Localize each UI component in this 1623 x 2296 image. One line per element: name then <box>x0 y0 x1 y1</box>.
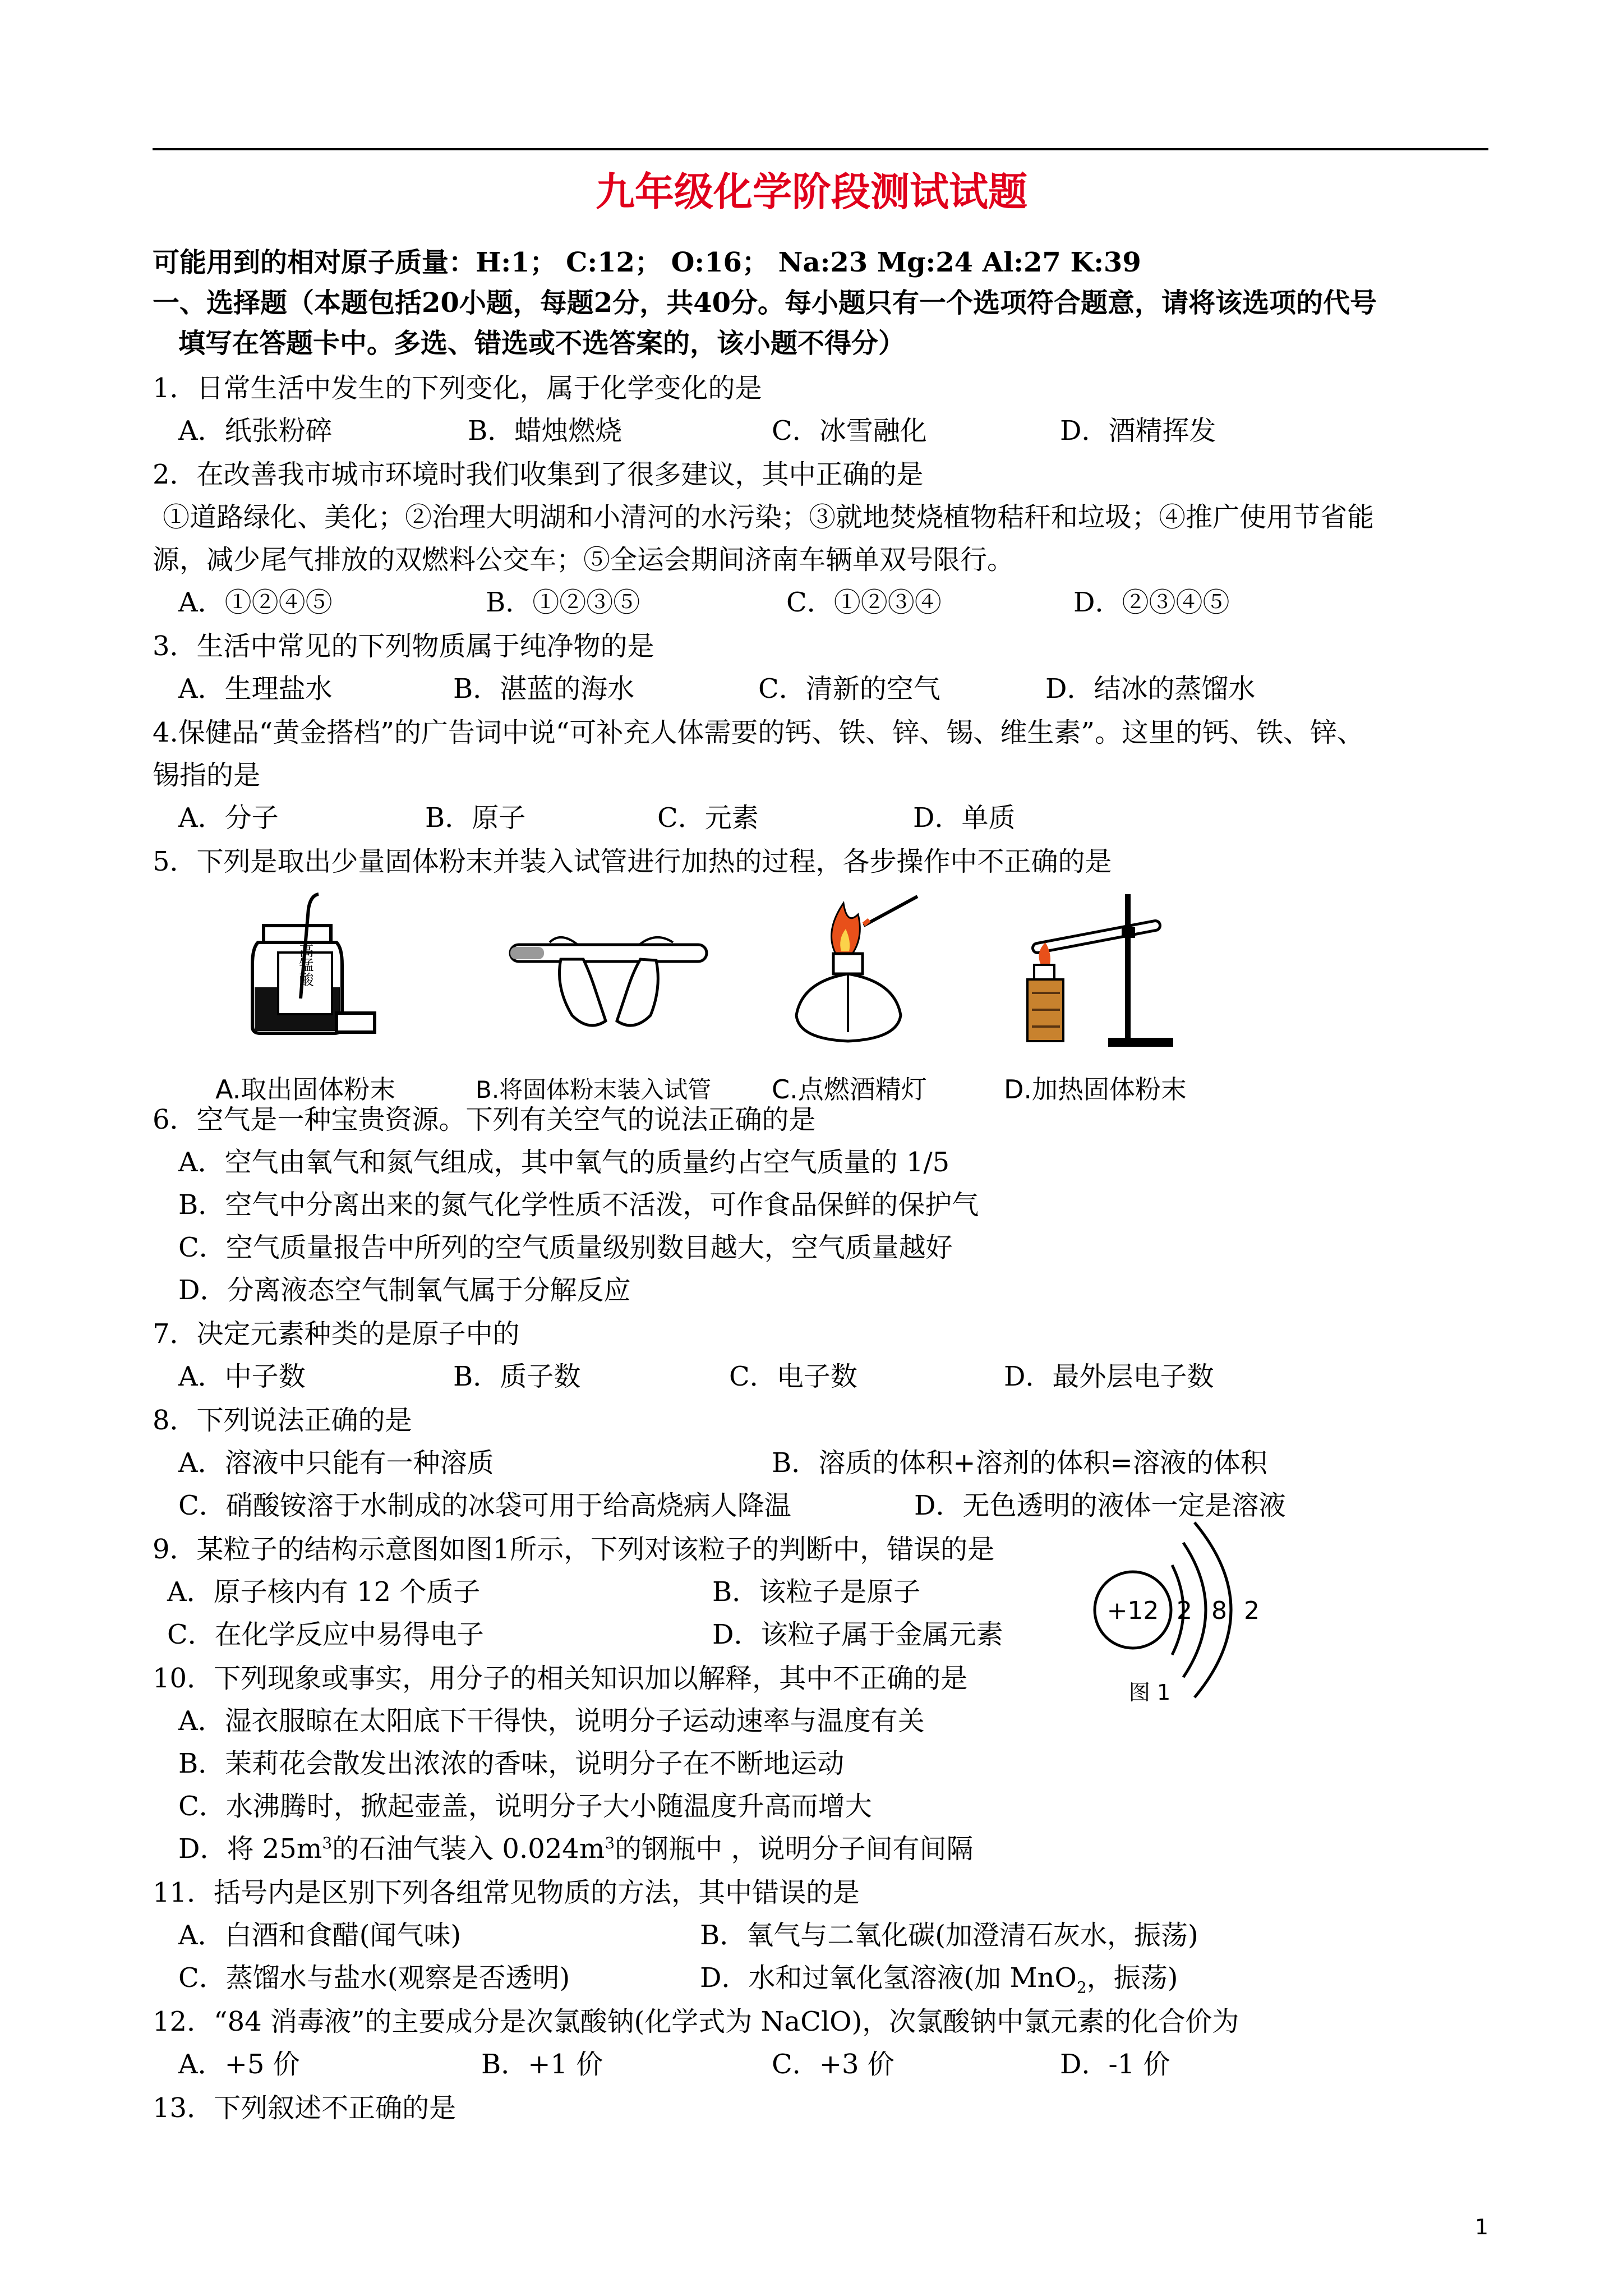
question-11-option-d: D．水和过氧化氢溶液(加 MnO$_2$，振荡) <box>700 1962 1178 1997</box>
question-8-option-d: D．无色透明的液体一定是溶液 <box>914 1490 1286 1521</box>
question-6-option-c: C．空气质量报告中所列的空气质量级别数目越大，空气质量越好 <box>178 1232 953 1263</box>
test-tube-hands-illustration <box>494 920 723 1038</box>
question-4-option-b: B．原子 <box>425 802 526 834</box>
question-12-option-b: B．+1 价 <box>481 2049 603 2080</box>
figure-a-caption: A.取出固体粉末 <box>215 1074 396 1105</box>
question-12-stem: 12．“84 消毒液”的主要成分是次氯酸钠(化学式为 NaClO)，次氯酸钠中氯元素的化合价为 <box>153 2006 1239 2037</box>
question-2-option-d: D．②③④⑤ <box>1073 587 1230 618</box>
question-7-option-a: A．中子数 <box>178 1361 306 1392</box>
question-4-option-c: C．元素 <box>657 802 759 834</box>
question-9-option-a: A．原子核内有 12 个质子 <box>167 1576 481 1608</box>
page-number: 1 <box>1474 2215 1488 2239</box>
question-10-stem: 10．下列现象或事实，用分子的相关知识加以解释，其中不正确的是 <box>153 1663 968 1694</box>
question-12-option-d: D．-1 价 <box>1060 2049 1170 2080</box>
question-7-stem: 7．决定元素种类的是原子中的 <box>153 1318 520 1350</box>
question-2-line2: ①道路绿化、美化；②治理大明湖和小清河的水污染；③就地焚烧植物秸秆和垃圾；④推广使用节省能 <box>163 501 1375 533</box>
page-title: 九年级化学阶段测试试题 <box>596 168 1027 215</box>
question-9-stem: 9．某粒子的结构示意图如图1所示，下列对该粒子的判断中，错误的是 <box>153 1534 995 1565</box>
question-10-option-d: D．将 $25m^3$的石油气装入 $0.024m^3$的钢瓶中 ，说明分子间有间隔 <box>178 1833 974 1865</box>
question-8-option-c: C．硝酸铵溶于水制成的冰袋可用于给高烧病人降温 <box>178 1490 791 1521</box>
question-10-option-c: C．水沸腾时，掀起壶盖，说明分子大小随温度升高而增大 <box>178 1791 872 1822</box>
question-6-option-a: A．空气由氧气和氮气组成，其中氧气的质量约占空气质量的 1/5 <box>178 1147 950 1178</box>
question-7-option-d: D．最外层电子数 <box>1004 1361 1214 1392</box>
question-7-option-c: C．电子数 <box>729 1361 857 1392</box>
question-1-option-c: C．冰雪融化 <box>772 415 927 447</box>
question-12-option-c: C．+3 价 <box>772 2049 895 2080</box>
question-1-option-b: B．蜡烛燃烧 <box>468 415 623 447</box>
nucleus-charge: +12 <box>1106 1596 1159 1625</box>
shell-1-electrons: 2 <box>1177 1596 1192 1625</box>
question-8-stem: 8．下列说法正确的是 <box>153 1405 412 1436</box>
question-8-option-a: A．溶液中只能有一种溶质 <box>178 1447 494 1479</box>
question-7-option-b: B．质子数 <box>453 1361 581 1392</box>
question-1-option-d: D．酒精挥发 <box>1060 415 1216 447</box>
figure-b-caption: B.将固体粉末装入试管 <box>476 1076 712 1103</box>
question-9-option-c: C．在化学反应中易得电子 <box>167 1619 484 1650</box>
header-rule <box>153 148 1488 150</box>
question-3-option-a: A．生理盐水 <box>178 673 333 705</box>
question-3-option-c: C．清新的空气 <box>758 673 940 705</box>
question-4-stem: 4.保健品“黄金搭档”的广告词中说“可补充人体需要的钙、铁、锌、锡、维生素”。这里的钙、铁、锌、 <box>153 717 1364 748</box>
figure-c-caption: C.点燃酒精灯 <box>772 1074 927 1105</box>
shell-2-electrons: 8 <box>1211 1596 1227 1625</box>
question-2-line3: 源，减少尾气排放的双燃料公交车；⑤全运会期间济南车辆单双号限行。 <box>153 544 1015 576</box>
section-instructions-line2: 填写在答题卡中。多选、错选或不选答案的，该小题不得分） <box>178 328 906 359</box>
question-1-stem: 1．日常生活中发生的下列变化，属于化学变化的是 <box>153 372 762 404</box>
bottle-label: 高锰酸 <box>297 943 313 987</box>
shell-3-electrons: 2 <box>1244 1596 1260 1625</box>
question-2-option-b: B．①②③⑤ <box>486 587 640 618</box>
question-9-option-d: D．该粒子属于金属元素 <box>712 1619 1003 1650</box>
question-8-option-b: B．溶质的体积+溶剂的体积=溶液的体积 <box>772 1447 1267 1479</box>
heating-apparatus-illustration <box>1015 892 1178 1049</box>
figure-d-caption: D.加热固体粉末 <box>1004 1074 1187 1105</box>
question-4-line2: 锡指的是 <box>153 760 261 791</box>
question-6-option-d: D．分离液态空气制氧气属于分解反应 <box>178 1274 631 1306</box>
question-4-option-d: D．单质 <box>913 802 1016 834</box>
question-2-stem: 2．在改善我市城市环境时我们收集到了很多建议，其中正确的是 <box>153 459 924 490</box>
alcohol-lamp-lighting-illustration <box>785 892 931 1049</box>
question-1-option-a: A．纸张粉碎 <box>178 415 333 447</box>
section-instructions-line1: 一、选择题（本题包括20小题，每题2分，共40分。每小题只有一个选项符合题意，请将该选项的代号 <box>153 287 1377 319</box>
question-2-option-c: C．①②③④ <box>786 587 942 618</box>
question-11-option-b: B．氧气与二氧化碳(加澄清石灰水，振荡) <box>700 1920 1198 1951</box>
question-3-option-b: B．湛蓝的海水 <box>453 673 635 705</box>
question-4-option-a: A．分子 <box>178 802 279 834</box>
question-9-option-b: B．该粒子是原子 <box>712 1576 921 1608</box>
question-6-option-b: B．空气中分离出来的氮气化学性质不活泼，可作食品保鲜的保护气 <box>178 1189 979 1221</box>
question-13-stem: 13．下列叙述不正确的是 <box>153 2092 457 2124</box>
figure-1-label: 图 1 <box>1128 1680 1171 1705</box>
question-11-option-c: C．蒸馏水与盐水(观察是否透明) <box>178 1962 570 1994</box>
question-10-option-a: A．湿衣服晾在太阳底下干得快，说明分子运动速率与温度有关 <box>178 1705 925 1737</box>
atom-structure-diagram <box>1082 1520 1295 1722</box>
question-6-stem: 6．空气是一种宝贵资源。下列有关空气的说法正确的是 <box>153 1104 816 1135</box>
question-12-option-a: A．+5 价 <box>178 2049 300 2080</box>
question-2-option-a: A．①②④⑤ <box>178 587 333 618</box>
question-11-stem: 11．括号内是区别下列各组常见物质的方法，其中错误的是 <box>153 1877 860 1908</box>
question-5-stem: 5．下列是取出少量固体粉末并装入试管进行加热的过程，各步操作中不正确的是 <box>153 846 1112 877</box>
question-3-option-d: D．结冰的蒸馏水 <box>1045 673 1256 705</box>
question-11-option-a: A．白酒和食醋(闻气味) <box>178 1920 462 1951</box>
question-3-stem: 3．生活中常见的下列物质属于纯净物的是 <box>153 631 654 662</box>
question-10-option-b: B．茉莉花会散发出浓浓的香味，说明分子在不断地运动 <box>178 1748 845 1779</box>
atomic-masses: 可能用到的相对原子质量：H:1； C:12； O:16； Na:23 Mg:24 Al:27 K:39 <box>153 247 1141 278</box>
reagent-bottle-illustration <box>247 892 381 1038</box>
